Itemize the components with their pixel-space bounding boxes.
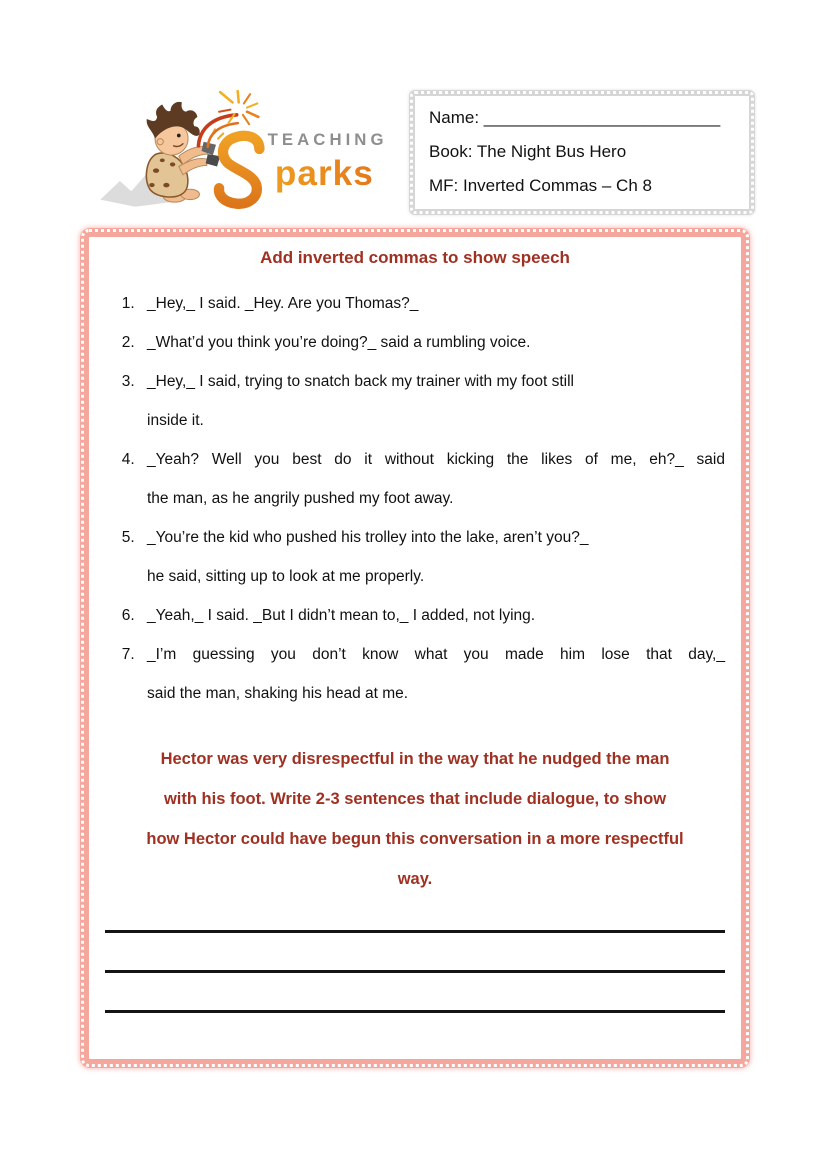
logo-s-swirl [219,136,259,204]
exercise-item [139,596,725,635]
logo-teaching-text: TEACHING [267,129,388,149]
answer-line [105,933,725,973]
exercise-item-line: 7. _I’m guessing you don’t know what you made him lose that day,_ [147,646,725,663]
worksheet-title: Add inverted commas to show speech [260,248,570,267]
exercise-item-line: 1. _Hey,_ I said. _Hey. Are you Thomas?_ [147,295,419,312]
exercise-item-line: said the man, shaking his head at me. [147,685,409,702]
exercise-item-line: 5. _You’re the kid who pushed his trolley into the lake, aren’t you?_ [147,529,589,546]
name-field: Name: _________________________ [429,108,721,127]
exercise-item-line: he said, sitting up to look at me properly. [147,568,425,585]
chapter-field: MF: Inverted Commas – Ch 8 [429,176,652,195]
answer-line [105,899,725,933]
writing-prompt-line: with his foot. Write 2-3 sentences that include dialogue, to show [163,790,667,808]
exercise-item-line: 2. _What’d you think you’re doing?_ said a rumbling voice. [147,334,531,351]
exercise-item [139,323,725,362]
exercise-item-line: 6. _Yeah,_ I said. _But I didn’t mean to,_ I added, not lying. [147,607,536,624]
writing-prompt-line: way. [397,870,433,888]
spark-burst-icon [219,91,258,124]
exercise-item [139,518,725,596]
exercise-item-line: the man, as he angrily pushed my foot away. [147,490,454,507]
book-field: Book: The Night Bus Hero [429,142,627,161]
teaching-sparks-logo-art [92,90,402,212]
exercise-item [139,440,725,518]
writing-prompt-line: how Hector could have begun this conversation in a more respectful [146,830,684,848]
writing-prompt-line: Hector was very disrespectful in the way that he nudged the man [160,750,670,768]
worksheet-box [80,228,750,1068]
answer-lines [105,899,725,1013]
answer-line [105,973,725,1013]
exercise-item [139,362,725,440]
exercise-item [139,284,725,323]
exercise-item [139,635,725,713]
teaching-sparks-logo [92,90,402,212]
logo-script-text: parks [274,154,374,194]
page-header [80,90,755,215]
exercise-list [105,284,725,713]
exercise-item-line: inside it. [147,412,204,429]
student-info-box [409,90,755,215]
exercise-item-line: 4. _Yeah? Well you best do it without kicking the likes of me, eh?_ said [147,451,725,468]
writing-prompt [105,739,725,899]
exercise-item-line: 3. _Hey,_ I said, trying to snatch back my trainer with my foot still [147,373,574,390]
